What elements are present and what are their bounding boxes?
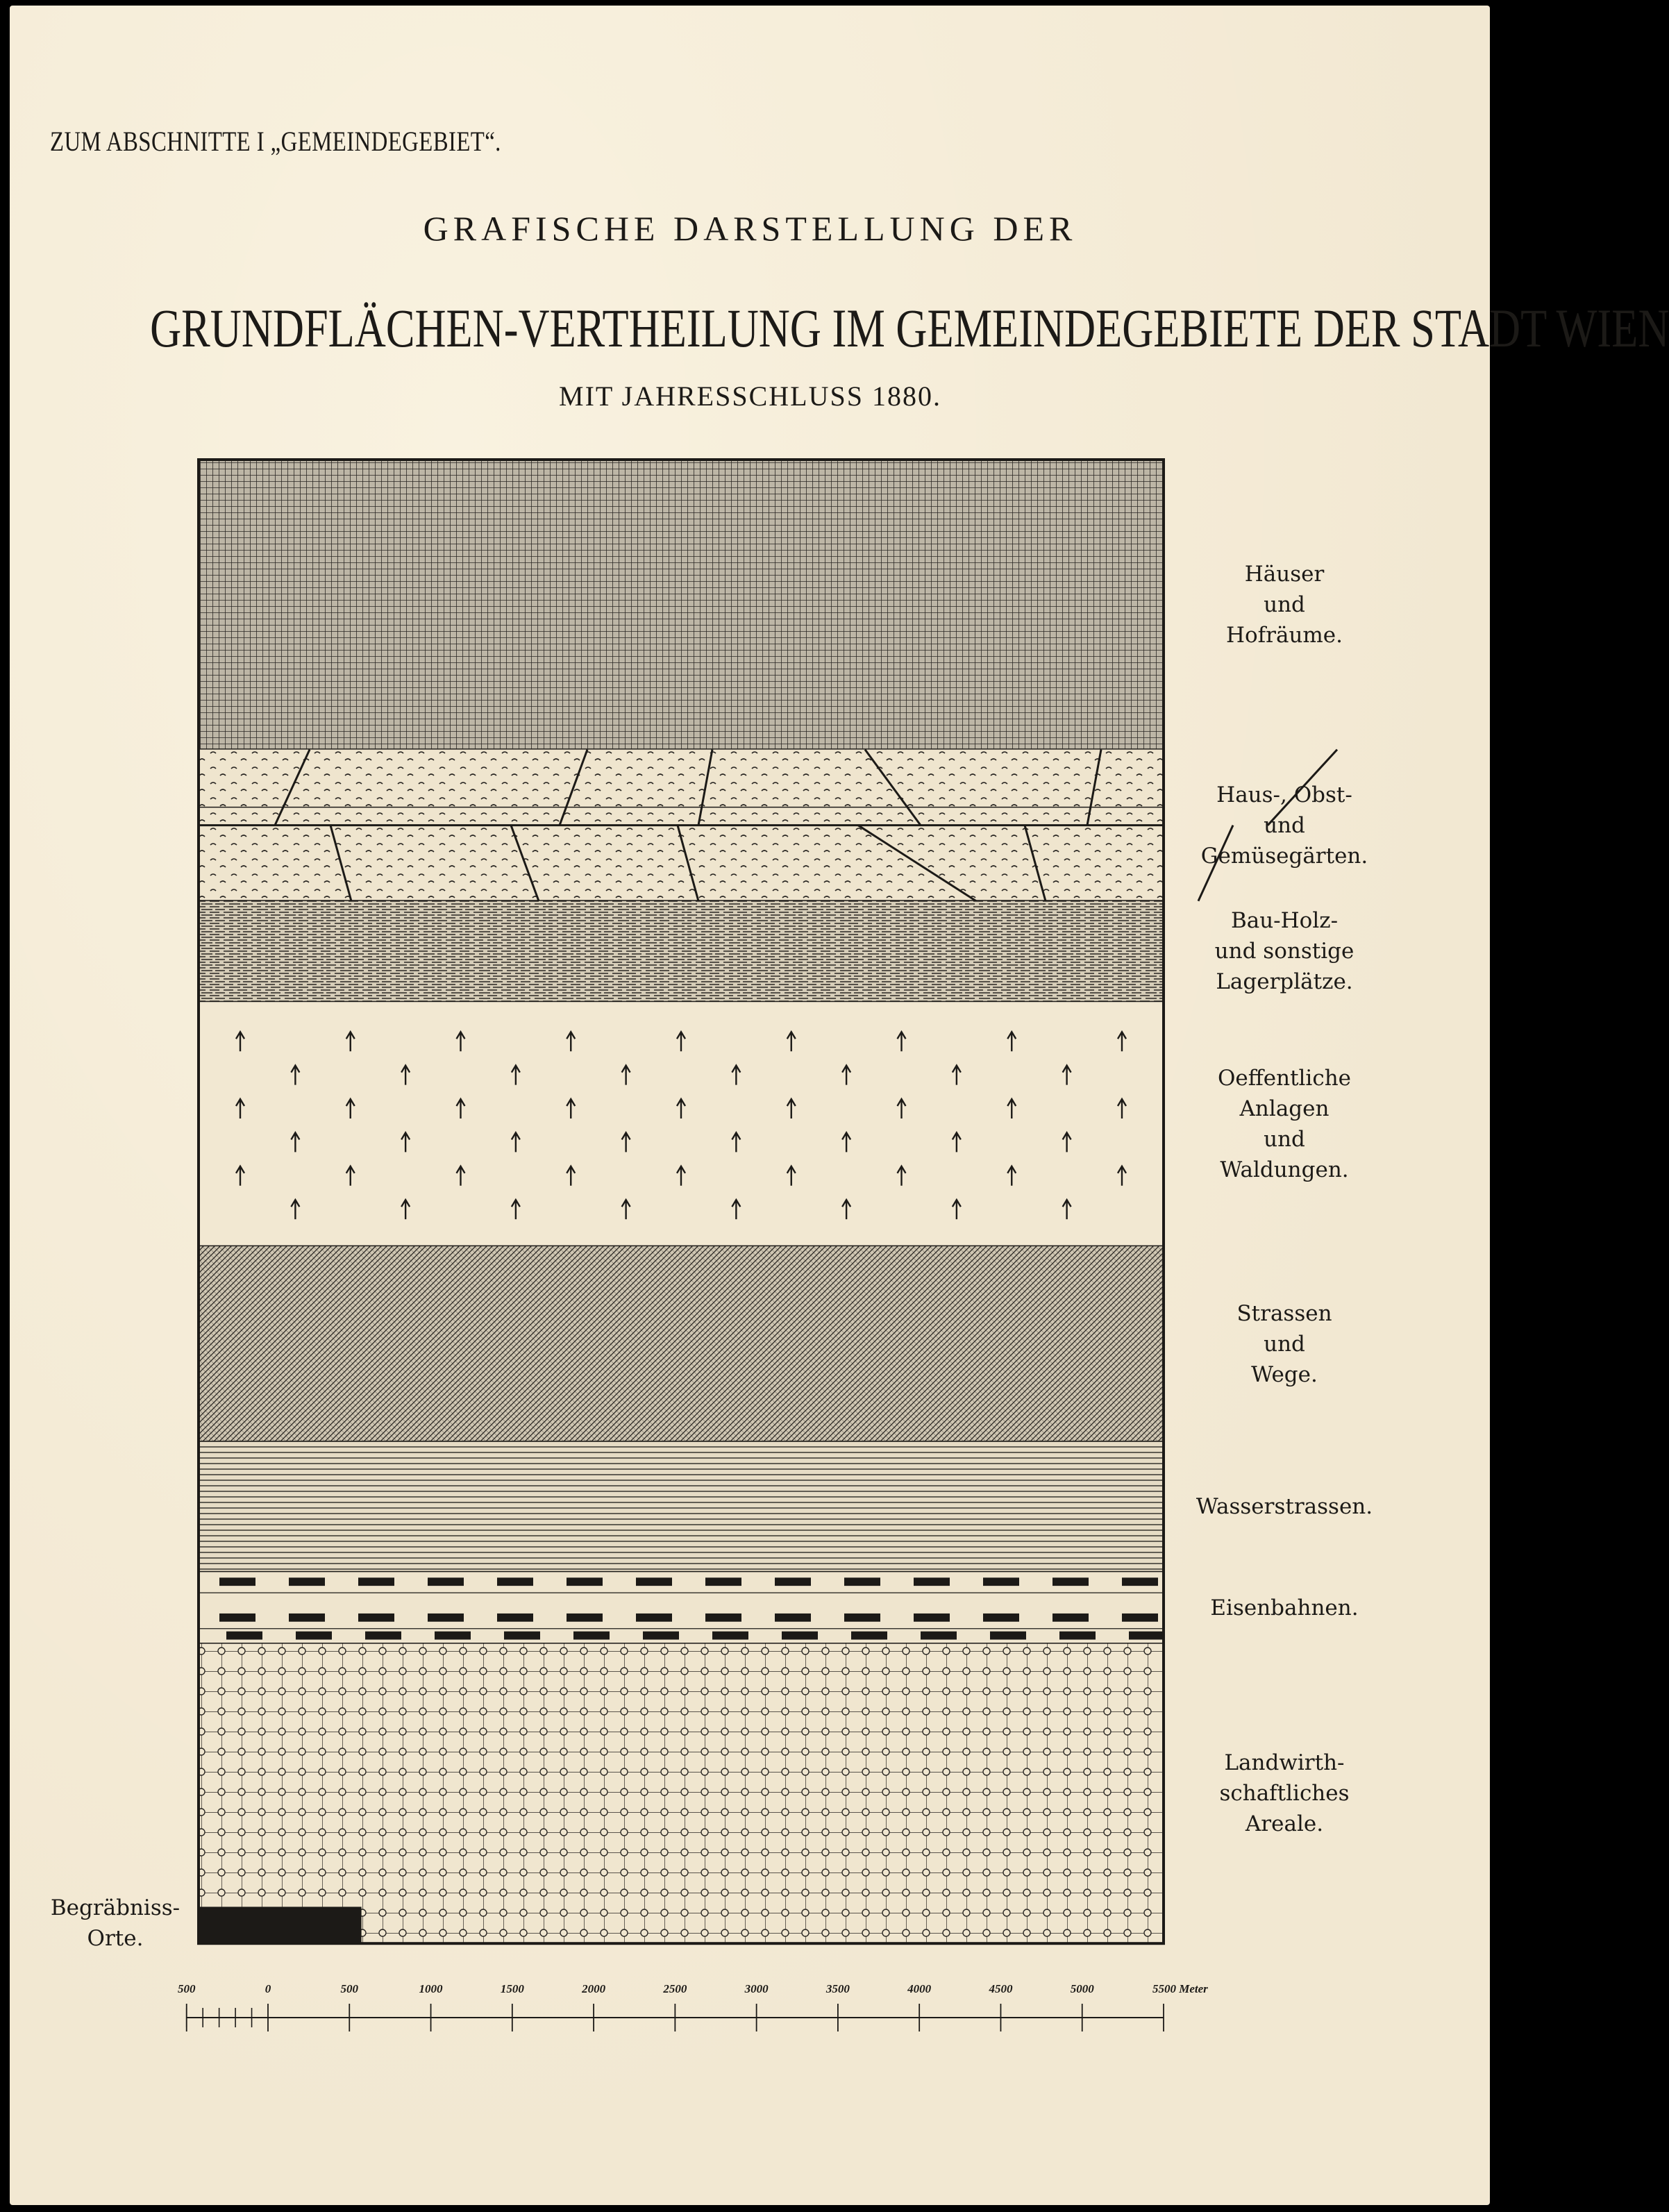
burial-area-box [199,1907,362,1943]
band-gardens [199,750,1337,901]
scale-bar [178,1982,1208,2031]
scale-tick-label: 1500 [500,1982,524,1995]
band-crosshatch [199,460,1164,750]
band-label-line: und sonstige [1214,939,1355,964]
band-label-line: Haus-, Obst- [1216,782,1352,807]
band-label-1 [1180,780,1389,871]
band-label-line: und [1264,592,1305,617]
band-label-line: Anlagen [1239,1096,1330,1122]
scale-tick-label: 500 [340,1982,359,1995]
scale-tick-label: 2000 [582,1982,606,1995]
band-diagonal [199,1246,1164,1442]
band-hlines [199,1442,1164,1573]
scale-tick-label: 5500 Meter [1152,1982,1208,1995]
band-label-6 [1180,1593,1389,1623]
band-label-line: und [1264,1127,1305,1153]
band-label-line: Wege. [1251,1361,1318,1387]
chart-subtitle: MIT JAHRESSCHLUSS 1880. [559,380,941,412]
bands-group [199,460,1337,1943]
band-label-line: schaftliches [1219,1781,1350,1807]
burial-label-line: Orte. [87,1926,144,1952]
band-label-line: Bau-Holz- [1230,908,1339,934]
burial-label [46,1893,185,1954]
burial-label-line: Begräbniss- [50,1895,181,1921]
scale-tick-label: 3000 [744,1982,769,1995]
band-label-line: Oeffentliche [1217,1066,1352,1091]
scale-tick-label: 4000 [907,1982,932,1995]
band-label-line: Häuser [1244,561,1325,587]
band-label-line: Waldungen. [1220,1157,1349,1183]
scale-tick-label: 500 [177,1982,196,1995]
scale-tick-label: 1000 [419,1982,443,1995]
band-label-line: Strassen [1236,1300,1332,1326]
band-label-0 [1180,559,1389,651]
chart-title: GRUNDFLÄCHEN-VERTHEILUNG IM GEMEINDEGEBIETE DER STADT WIEN [150,298,1669,358]
band-trees [199,1002,1164,1246]
section-header: ZUM ABSCHNITTE I „GEMEINDEGEBIET“. [50,126,501,157]
scale-tick-label: 0 [265,1982,271,1995]
scale-tick-label: 2500 [663,1982,687,1995]
band-dashes [199,901,1164,1002]
band-rail [199,1572,1165,1646]
band-label-2 [1180,905,1389,997]
scale-tick-label: 3500 [825,1982,850,1995]
chart-supertitle: GRAFISCHE DARSTELLUNG DER [423,209,1077,248]
band-label-line: Gemüsegärten. [1200,843,1368,869]
band-label-5 [1180,1491,1389,1522]
band-grid [199,1644,1164,1944]
band-label-line: und [1264,812,1305,838]
band-label-line: Hofräume. [1225,622,1343,648]
band-label-4 [1180,1298,1389,1390]
scale-tick-label: 5000 [1070,1982,1094,1995]
band-label-line: Lagerplätze. [1216,969,1353,995]
band-label-line: Landwirth- [1224,1750,1345,1776]
band-label-7 [1180,1748,1389,1839]
band-label-line: Areale. [1245,1811,1324,1837]
band-label-line: Eisenbahnen. [1210,1595,1359,1620]
scale-tick-label: 4500 [989,1982,1013,1995]
band-label-line: und [1264,1331,1305,1357]
band-label-line: Wasserstrassen. [1196,1494,1373,1520]
band-label-3 [1180,1063,1389,1185]
